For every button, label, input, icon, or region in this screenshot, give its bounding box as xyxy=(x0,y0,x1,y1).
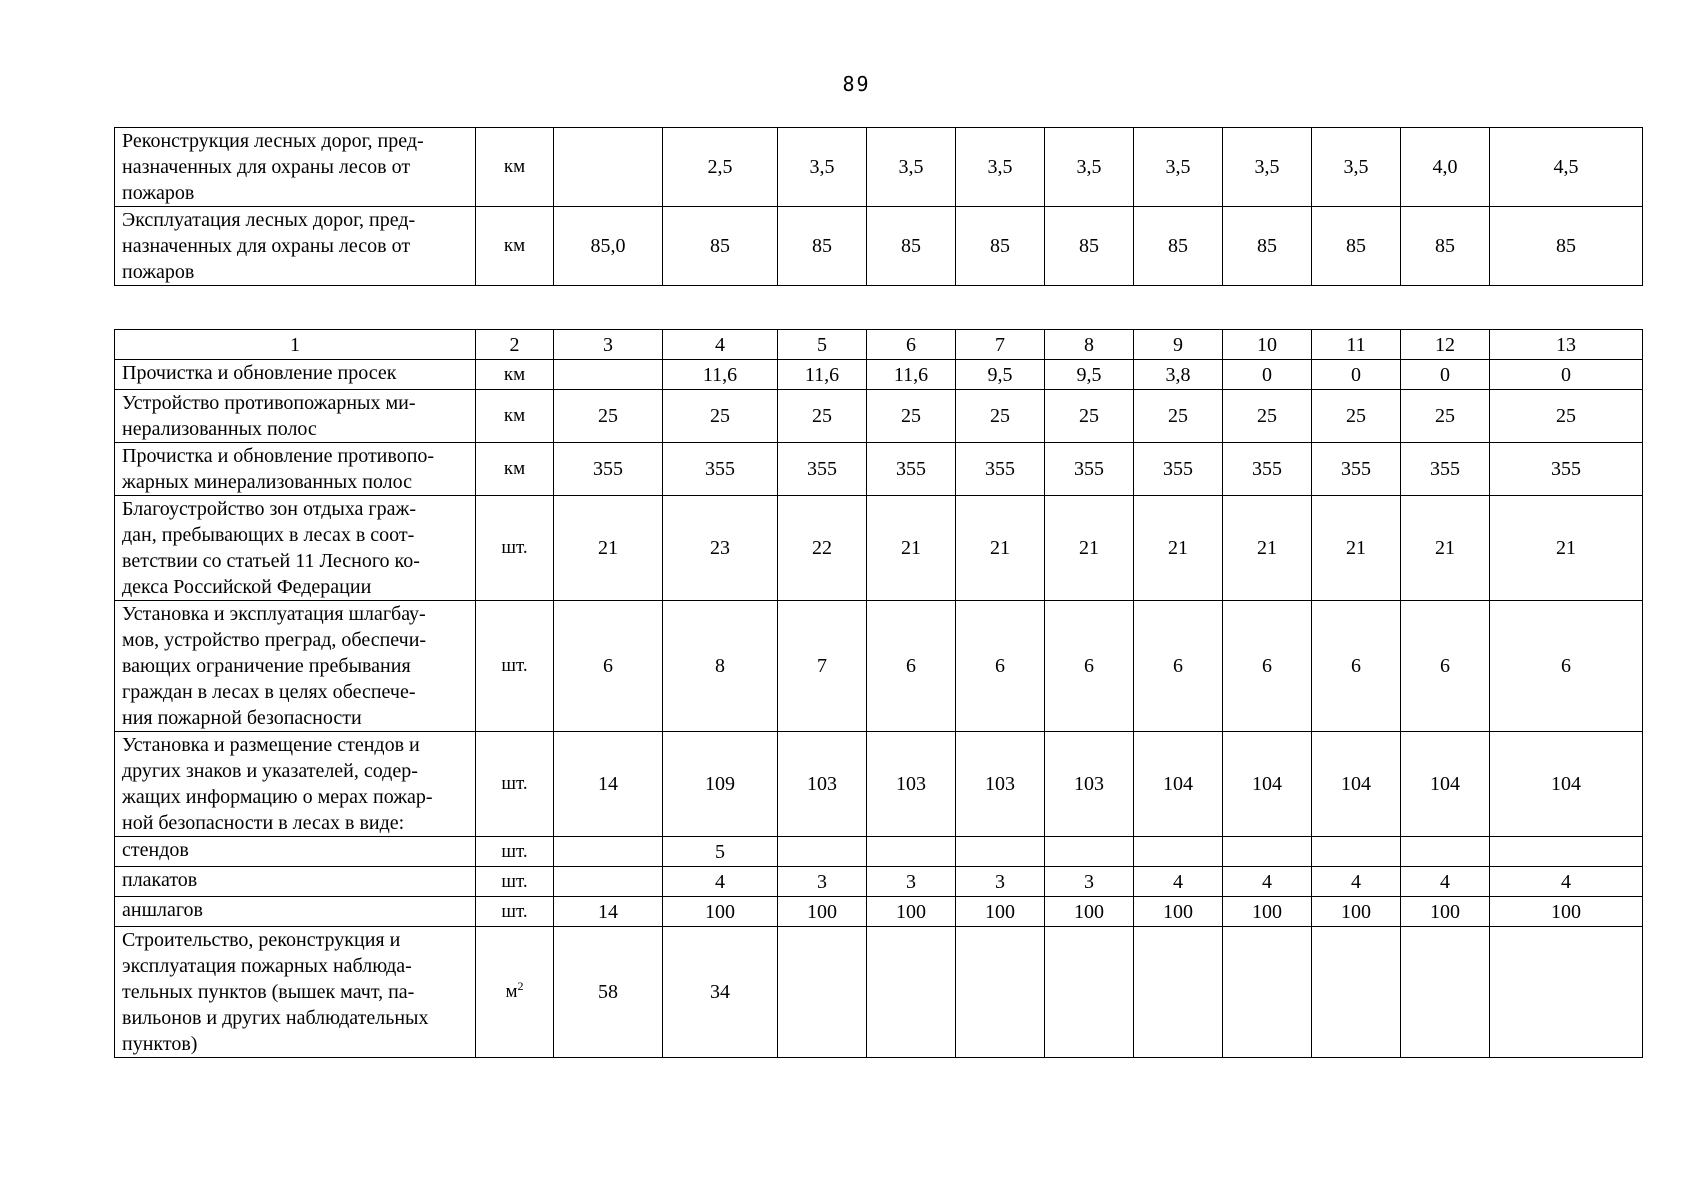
value-cell xyxy=(554,360,663,390)
value-cell: 6 xyxy=(1312,601,1401,732)
page-number: 89 xyxy=(842,72,871,96)
value-cell: 3,5 xyxy=(956,128,1045,207)
value-cell xyxy=(1045,837,1134,867)
value-cell: 4 xyxy=(1134,867,1223,897)
value-cell: 355 xyxy=(554,443,663,496)
value-cell: 104 xyxy=(1312,732,1401,837)
row-unit: км xyxy=(476,390,554,443)
row-label: Установка и размещение стендов и других знаков и указателей, содер- жащих информацию о мерах пожар- ной безопасности в лесах в виде: xyxy=(115,732,476,837)
value-cell: 4,0 xyxy=(1401,128,1490,207)
value-cell: 14 xyxy=(554,897,663,927)
value-cell: 34 xyxy=(663,927,778,1058)
value-cell: 355 xyxy=(663,443,778,496)
row-unit: шт. xyxy=(476,601,554,732)
row-unit: шт. xyxy=(476,897,554,927)
value-cell: 4 xyxy=(1312,867,1401,897)
value-cell: 100 xyxy=(1312,897,1401,927)
value-cell xyxy=(867,837,956,867)
value-cell: 6 xyxy=(554,601,663,732)
value-cell xyxy=(1401,927,1490,1058)
value-cell: 4 xyxy=(663,867,778,897)
row-unit: км xyxy=(476,360,554,390)
value-cell: 3,5 xyxy=(1045,128,1134,207)
value-cell: 14 xyxy=(554,732,663,837)
row-label: стендов xyxy=(115,837,476,867)
value-cell xyxy=(554,837,663,867)
column-number: 5 xyxy=(778,330,867,360)
column-number: 8 xyxy=(1045,330,1134,360)
value-cell: 104 xyxy=(1223,732,1312,837)
value-cell xyxy=(867,927,956,1058)
value-cell: 0 xyxy=(1401,360,1490,390)
top-table-body xyxy=(115,128,1643,286)
value-cell: 21 xyxy=(1045,496,1134,601)
value-cell: 355 xyxy=(1490,443,1643,496)
value-cell: 3,8 xyxy=(1134,360,1223,390)
value-cell xyxy=(1312,927,1401,1058)
unit-superscript: 2 xyxy=(517,979,524,993)
value-cell: 103 xyxy=(778,732,867,837)
value-cell: 103 xyxy=(1045,732,1134,837)
value-cell: 6 xyxy=(867,601,956,732)
value-cell xyxy=(1312,837,1401,867)
row-label: Реконструкция лесных дорог, пред- назначенных для охраны лесов от пожаров xyxy=(115,128,476,207)
value-cell: 100 xyxy=(663,897,778,927)
row-label: Строительство, реконструкция и эксплуатация пожарных наблюда- тельных пунктов (вышек мачт, па- вильонов и других наблюдательных пунктов) xyxy=(115,927,476,1058)
row-label: Эксплуатация лесных дорог, пред- назначенных для охраны лесов от пожаров xyxy=(115,207,476,286)
row-unit: $м^2$ xyxy=(476,927,554,1058)
value-cell: 3,5 xyxy=(778,128,867,207)
column-number: 10 xyxy=(1223,330,1312,360)
row-unit: км xyxy=(476,128,554,207)
value-cell: 4 xyxy=(1223,867,1312,897)
value-cell: 85 xyxy=(1045,207,1134,286)
value-cell: 25 xyxy=(1401,390,1490,443)
value-cell: 3 xyxy=(867,867,956,897)
value-cell: 3 xyxy=(1045,867,1134,897)
value-cell: 355 xyxy=(1045,443,1134,496)
table-row xyxy=(115,360,1643,390)
value-cell: 4 xyxy=(1490,867,1643,897)
value-cell: 104 xyxy=(1134,732,1223,837)
main-table xyxy=(114,329,1643,1058)
value-cell: 85 xyxy=(1312,207,1401,286)
row-label: плакатов xyxy=(115,867,476,897)
value-cell: 22 xyxy=(778,496,867,601)
row-label: Установка и эксплуатация шлагбау- мов, устройство преград, обеспечи- вающих ограничение пребывания граждан в лесах в целях обеспече- ния пожарной безопасности xyxy=(115,601,476,732)
value-cell: 100 xyxy=(1490,897,1643,927)
column-number: 9 xyxy=(1134,330,1223,360)
value-cell: 3,5 xyxy=(1223,128,1312,207)
table-row xyxy=(115,443,1643,496)
table-row xyxy=(115,837,1643,867)
row-unit: шт. xyxy=(476,732,554,837)
value-cell: 355 xyxy=(778,443,867,496)
value-cell: 11,6 xyxy=(778,360,867,390)
column-number: 7 xyxy=(956,330,1045,360)
table-row xyxy=(115,390,1643,443)
row-label: Устройство противопожарных ми- нерализованных полос xyxy=(115,390,476,443)
column-number: 1 xyxy=(115,330,476,360)
value-cell: 25 xyxy=(1223,390,1312,443)
value-cell: 85 xyxy=(1401,207,1490,286)
value-cell: 85 xyxy=(778,207,867,286)
value-cell: 85 xyxy=(956,207,1045,286)
value-cell xyxy=(778,837,867,867)
column-number: 6 xyxy=(867,330,956,360)
value-cell xyxy=(956,927,1045,1058)
table-row xyxy=(115,496,1643,601)
table-row xyxy=(115,897,1643,927)
value-cell: 85 xyxy=(663,207,778,286)
table-row xyxy=(115,601,1643,732)
value-cell: 4 xyxy=(1401,867,1490,897)
value-cell: 104 xyxy=(1401,732,1490,837)
value-cell: 9,5 xyxy=(956,360,1045,390)
value-cell: 100 xyxy=(778,897,867,927)
value-cell: 3,5 xyxy=(867,128,956,207)
value-cell xyxy=(1490,927,1643,1058)
value-cell: 100 xyxy=(1401,897,1490,927)
row-unit: км xyxy=(476,207,554,286)
header-row xyxy=(115,330,1643,360)
value-cell: 25 xyxy=(956,390,1045,443)
value-cell: 25 xyxy=(663,390,778,443)
value-cell: 355 xyxy=(867,443,956,496)
column-number: 2 xyxy=(476,330,554,360)
value-cell: 0 xyxy=(1223,360,1312,390)
table-row xyxy=(115,207,1643,286)
value-cell: 100 xyxy=(1045,897,1134,927)
value-cell: 6 xyxy=(956,601,1045,732)
value-cell: 21 xyxy=(554,496,663,601)
value-cell: 104 xyxy=(1490,732,1643,837)
table-row xyxy=(115,128,1643,207)
value-cell: 6 xyxy=(1490,601,1643,732)
value-cell xyxy=(1490,837,1643,867)
column-number: 4 xyxy=(663,330,778,360)
value-cell: 21 xyxy=(1223,496,1312,601)
column-number: 13 xyxy=(1490,330,1643,360)
value-cell: 0 xyxy=(1312,360,1401,390)
table-row xyxy=(115,732,1643,837)
column-number: 3 xyxy=(554,330,663,360)
row-label: Прочистка и обновление просек xyxy=(115,360,476,390)
value-cell: 100 xyxy=(867,897,956,927)
column-number: 11 xyxy=(1312,330,1401,360)
value-cell: 6 xyxy=(1134,601,1223,732)
value-cell: 85 xyxy=(1134,207,1223,286)
value-cell: 100 xyxy=(1223,897,1312,927)
value-cell: 103 xyxy=(956,732,1045,837)
value-cell: 9,5 xyxy=(1045,360,1134,390)
value-cell: 355 xyxy=(1134,443,1223,496)
value-cell xyxy=(956,837,1045,867)
value-cell: 100 xyxy=(1134,897,1223,927)
value-cell xyxy=(1223,837,1312,867)
value-cell xyxy=(1045,927,1134,1058)
row-unit: шт. xyxy=(476,496,554,601)
value-cell: 100 xyxy=(956,897,1045,927)
value-cell: 85 xyxy=(1223,207,1312,286)
value-cell: 355 xyxy=(1401,443,1490,496)
value-cell: 3 xyxy=(778,867,867,897)
row-label: аншлагов xyxy=(115,897,476,927)
value-cell: 355 xyxy=(1312,443,1401,496)
value-cell: 355 xyxy=(1223,443,1312,496)
value-cell: 25 xyxy=(1312,390,1401,443)
value-cell xyxy=(554,867,663,897)
value-cell: 25 xyxy=(1490,390,1643,443)
value-cell: 4,5 xyxy=(1490,128,1643,207)
value-cell: 25 xyxy=(1134,390,1223,443)
value-cell xyxy=(1134,837,1223,867)
value-cell: 21 xyxy=(1134,496,1223,601)
value-cell: 25 xyxy=(1045,390,1134,443)
value-cell: 25 xyxy=(867,390,956,443)
value-cell: 3,5 xyxy=(1134,128,1223,207)
value-cell: 0 xyxy=(1490,360,1643,390)
value-cell: 11,6 xyxy=(867,360,956,390)
value-cell: 11,6 xyxy=(663,360,778,390)
value-cell xyxy=(778,927,867,1058)
value-cell: 21 xyxy=(1490,496,1643,601)
row-unit: шт. xyxy=(476,837,554,867)
value-cell: 21 xyxy=(956,496,1045,601)
value-cell: 6 xyxy=(1401,601,1490,732)
value-cell: 85,0 xyxy=(554,207,663,286)
value-cell: 7 xyxy=(778,601,867,732)
value-cell: 103 xyxy=(867,732,956,837)
value-cell: 8 xyxy=(663,601,778,732)
value-cell xyxy=(1223,927,1312,1058)
value-cell: 85 xyxy=(1490,207,1643,286)
value-cell: 21 xyxy=(1401,496,1490,601)
value-cell xyxy=(1401,837,1490,867)
value-cell: 58 xyxy=(554,927,663,1058)
value-cell: 3 xyxy=(956,867,1045,897)
value-cell: 355 xyxy=(956,443,1045,496)
table-row xyxy=(115,867,1643,897)
value-cell: 85 xyxy=(867,207,956,286)
value-cell: 25 xyxy=(554,390,663,443)
row-unit: шт. xyxy=(476,867,554,897)
value-cell: 2,5 xyxy=(663,128,778,207)
value-cell: 21 xyxy=(867,496,956,601)
value-cell: 23 xyxy=(663,496,778,601)
value-cell: 21 xyxy=(1312,496,1401,601)
main-table-body xyxy=(115,360,1643,1058)
value-cell xyxy=(554,128,663,207)
table-row xyxy=(115,927,1643,1058)
value-cell: 6 xyxy=(1223,601,1312,732)
row-unit: км xyxy=(476,443,554,496)
value-cell xyxy=(1134,927,1223,1058)
column-number: 12 xyxy=(1401,330,1490,360)
value-cell: 109 xyxy=(663,732,778,837)
row-label: Благоустройство зон отдыха граж- дан, пребывающих в лесах в соот- ветствии со статьей 11 Лесного ко- декса Российской Федерации xyxy=(115,496,476,601)
value-cell: 5 xyxy=(663,837,778,867)
value-cell: 25 xyxy=(778,390,867,443)
value-cell: 3,5 xyxy=(1312,128,1401,207)
value-cell: 6 xyxy=(1045,601,1134,732)
top-table xyxy=(114,127,1643,286)
row-label: Прочистка и обновление противопо- жарных минерализованных полос xyxy=(115,443,476,496)
